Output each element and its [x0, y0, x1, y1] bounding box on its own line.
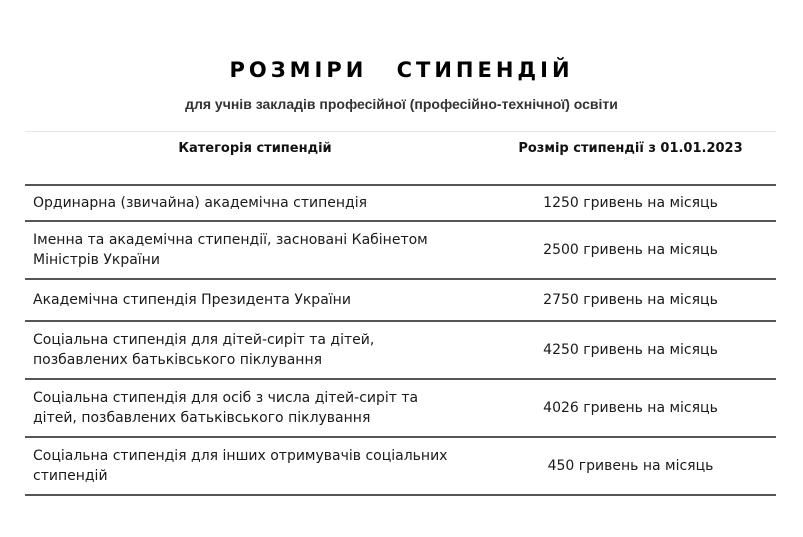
- scholarship-table: [25, 132, 776, 496]
- row-category: Соціальна стипендія для інших отримувачів соціальних стипендій: [33, 448, 448, 484]
- row-amount: 450 гривень на місяць: [547, 458, 714, 474]
- row-amount: 2750 гривень на місяць: [543, 292, 718, 308]
- table-row: [25, 322, 776, 380]
- column-header-amount: Розмір стипендії з 01.01.2023: [518, 141, 743, 156]
- row-amount: 4250 гривень на місяць: [543, 342, 718, 358]
- page-title: РОЗМІРИ СТИПЕНДІЙ: [229, 58, 574, 82]
- table-row: [25, 222, 776, 280]
- row-category: Соціальна стипендія для дітей-сиріт та дітей, позбавлених батьківського піклування: [33, 332, 375, 368]
- row-amount: 2500 гривень на місяць: [543, 242, 718, 258]
- row-category: Іменна та академічна стипендії, засновані Кабінетом Міністрів України: [33, 232, 428, 268]
- table-row: [25, 438, 776, 496]
- table-row: [25, 380, 776, 438]
- row-category: Ординарна (звичайна) академічна стипендія: [33, 195, 368, 211]
- table-row: [25, 186, 776, 222]
- row-category: Академічна стипендія Президента України: [33, 292, 351, 308]
- row-amount: 1250 гривень на місяць: [543, 195, 718, 211]
- row-category: Соціальна стипендія для осіб з числа дітей-сиріт та дітей, позбавлених батьківського піклування: [33, 390, 419, 426]
- table-header: [25, 132, 776, 186]
- column-header-category: Категорія стипендій: [178, 141, 332, 156]
- page-subtitle: для учнів закладів професійної (професійно-технічної) освіти: [185, 96, 618, 112]
- row-amount: 4026 гривень на місяць: [543, 400, 718, 416]
- table-row: [25, 280, 776, 322]
